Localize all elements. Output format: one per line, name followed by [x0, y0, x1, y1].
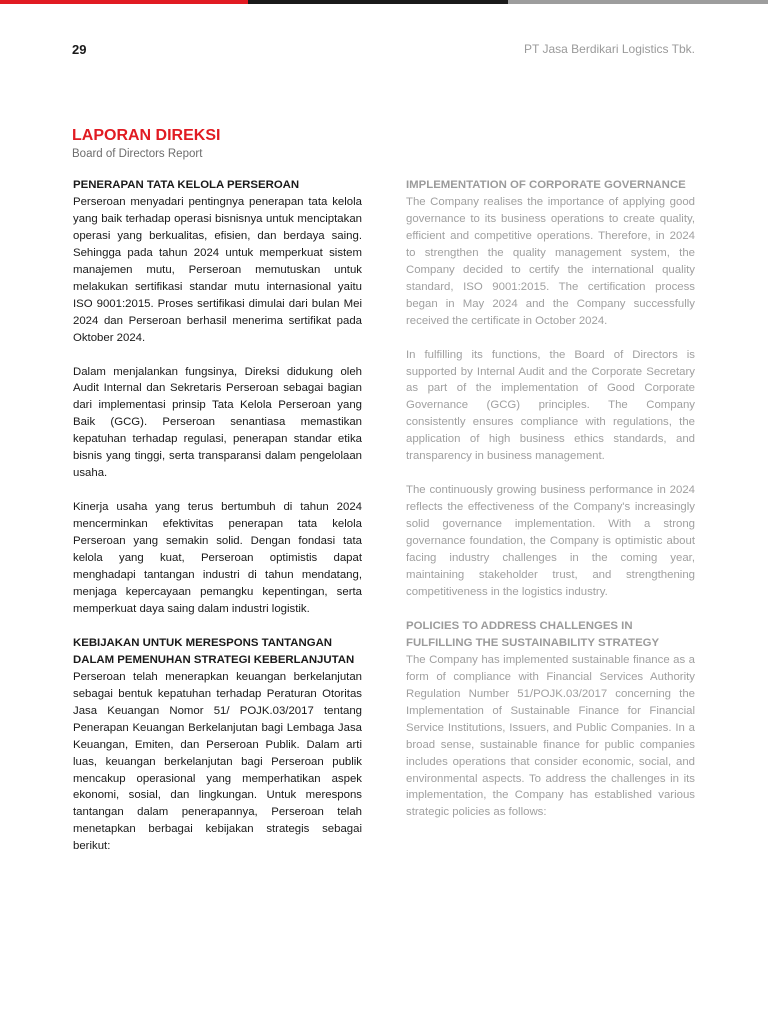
english-column	[406, 177, 695, 838]
paragraph-directors-support: Dalam menjalankan fungsinya, Direksi didukung oleh Audit Internal dan Sekretaris Perseroan sebagai bagian dari implementasi prinsip Tata Kelola Perseroan yang Baik (GCG). Perseroan senantiasa memastikan kepatuhan terhadap regulasi, penerapan standar etika bisnis yang tinggi, serta transparansi dalam pengelolaan usaha.	[73, 365, 362, 480]
top-bar-red-segment	[0, 0, 248, 4]
paragraph-performance: Kinerja usaha yang terus bertumbuh di tahun 2024 mencerminkan efektivitas penerapan tata kelola Perseroan yang semakin solid. Dengan fondasi tata kelola yang kuat, Perseroan optimistis dapat menghadapi tantangan industri di tahun mendatang, menjaga kepercayaan pemangku kepentingan, serta memperkuat daya saing dalam industri logistik.	[73, 501, 362, 615]
indonesian-column	[73, 177, 362, 872]
page-number: 29	[72, 42, 87, 57]
paragraph-performance-en: The continuously growing business performance in 2024 reflects the effectiveness of the Company's increasingly solid governance implementation. With a strong governance foundation, the Company is optimistic about facing industry challenges in the coming year, maintaining stakeholder trust, and strengthening competitiveness in the logistics industry.	[406, 484, 695, 598]
section-title-block	[72, 126, 220, 162]
company-name: PT Jasa Berdikari Logistics Tbk.	[524, 42, 695, 56]
paragraph-sustainable-finance-en: The Company has implemented sustainable finance as a form of compliance with Financial Services Authority Regulation Number 51/POJK.03/2017 concerning the Implementation of Sustainable Finance for Financial Service Institutions, Issuers, and Public Companies. In a broad sense, sustainable finance for public companies includes operations that consider economic, social, and environmental aspects. To address the challenges in its implementation, the Company has established various strategic policies as follows:	[406, 653, 695, 819]
top-color-bar	[0, 0, 768, 4]
top-bar-gray-segment	[508, 0, 768, 4]
paragraph-sustainable-finance: Perseroan telah menerapkan keuangan berkelanjutan sebagai bentuk kepatuhan terhadap Peraturan Otoritas Jasa Keuangan Nomor 51/ POJK.03/2017 tentang Penerapan Keuangan Berkelanjutan bagi Lembaga Jasa Keuangan, Emiten, dan Perseroan Publik. Dalam arti luas, keuangan berkelanjutan bagi Perseroan publik mencakup operasional yang memperhatikan aspek ekonomi, sosial, dan lingkungan. Untuk merespons tantangan dalam penerapannya, Perseroan telah menetapkan berbagai kebijakan strategis sebagai berikut:	[73, 670, 362, 853]
top-bar-dark-segment	[248, 0, 508, 4]
page-subtitle: Board of Directors Report	[72, 148, 203, 160]
paragraph-governance-en: The Company realises the importance of applying good governance to its business operations to create quality, efficient and competitive operations. Therefore, in 2024 to strengthen the quality management system, the Company decided to certify the international quality standard, ISO 9001:2015. The certification process began in May 2024 and the Company successfully received the certificate in October 2024.	[406, 195, 695, 327]
section-heading-governance: PENERAPAN TATA KELOLA PERSEROAN	[73, 179, 300, 191]
section-heading-sustainability: KEBIJAKAN UNTUK MERESPONS TANTANGAN DALAM PEMENUHAN STRATEGI KEBERLANJUTAN	[73, 636, 355, 666]
section-heading-sustainability-en: POLICIES TO ADDRESS CHALLENGES IN FULFILLING THE SUSTAINABILITY STRATEGY	[406, 619, 660, 649]
paragraph-governance: Perseroan menyadari pentingnya penerapan tata kelola yang baik terhadap operasi bisnisnya untuk menciptakan operasi yang berkualitas, efisien, dan berdaya saing. Sehingga pada tahun 2024 untuk memperkuat sistem manajemen mutu, Perseroan memutuskan untuk melakukan sertifikasi standar mutu internasional yaitu ISO 9001:2015. Proses sertifikasi dimulai dari bulan Mei 2024 dan Perseroan berhasil menerima sertifikat pada Oktober 2024.	[73, 195, 362, 344]
paragraph-directors-support-en: In fulfilling its functions, the Board of Directors is supported by Internal Audit and the Corporate Secretary as part of the implementation of Good Corporate Governance (GCG) principles. The Company consistently ensures compliance with regulations, the application of high business ethics standards, and transparency in business management.	[406, 348, 695, 463]
section-heading-governance-en: IMPLEMENTATION OF CORPORATE GOVERNANCE	[406, 179, 686, 191]
page-title: LAPORAN DIREKSI	[72, 127, 221, 144]
